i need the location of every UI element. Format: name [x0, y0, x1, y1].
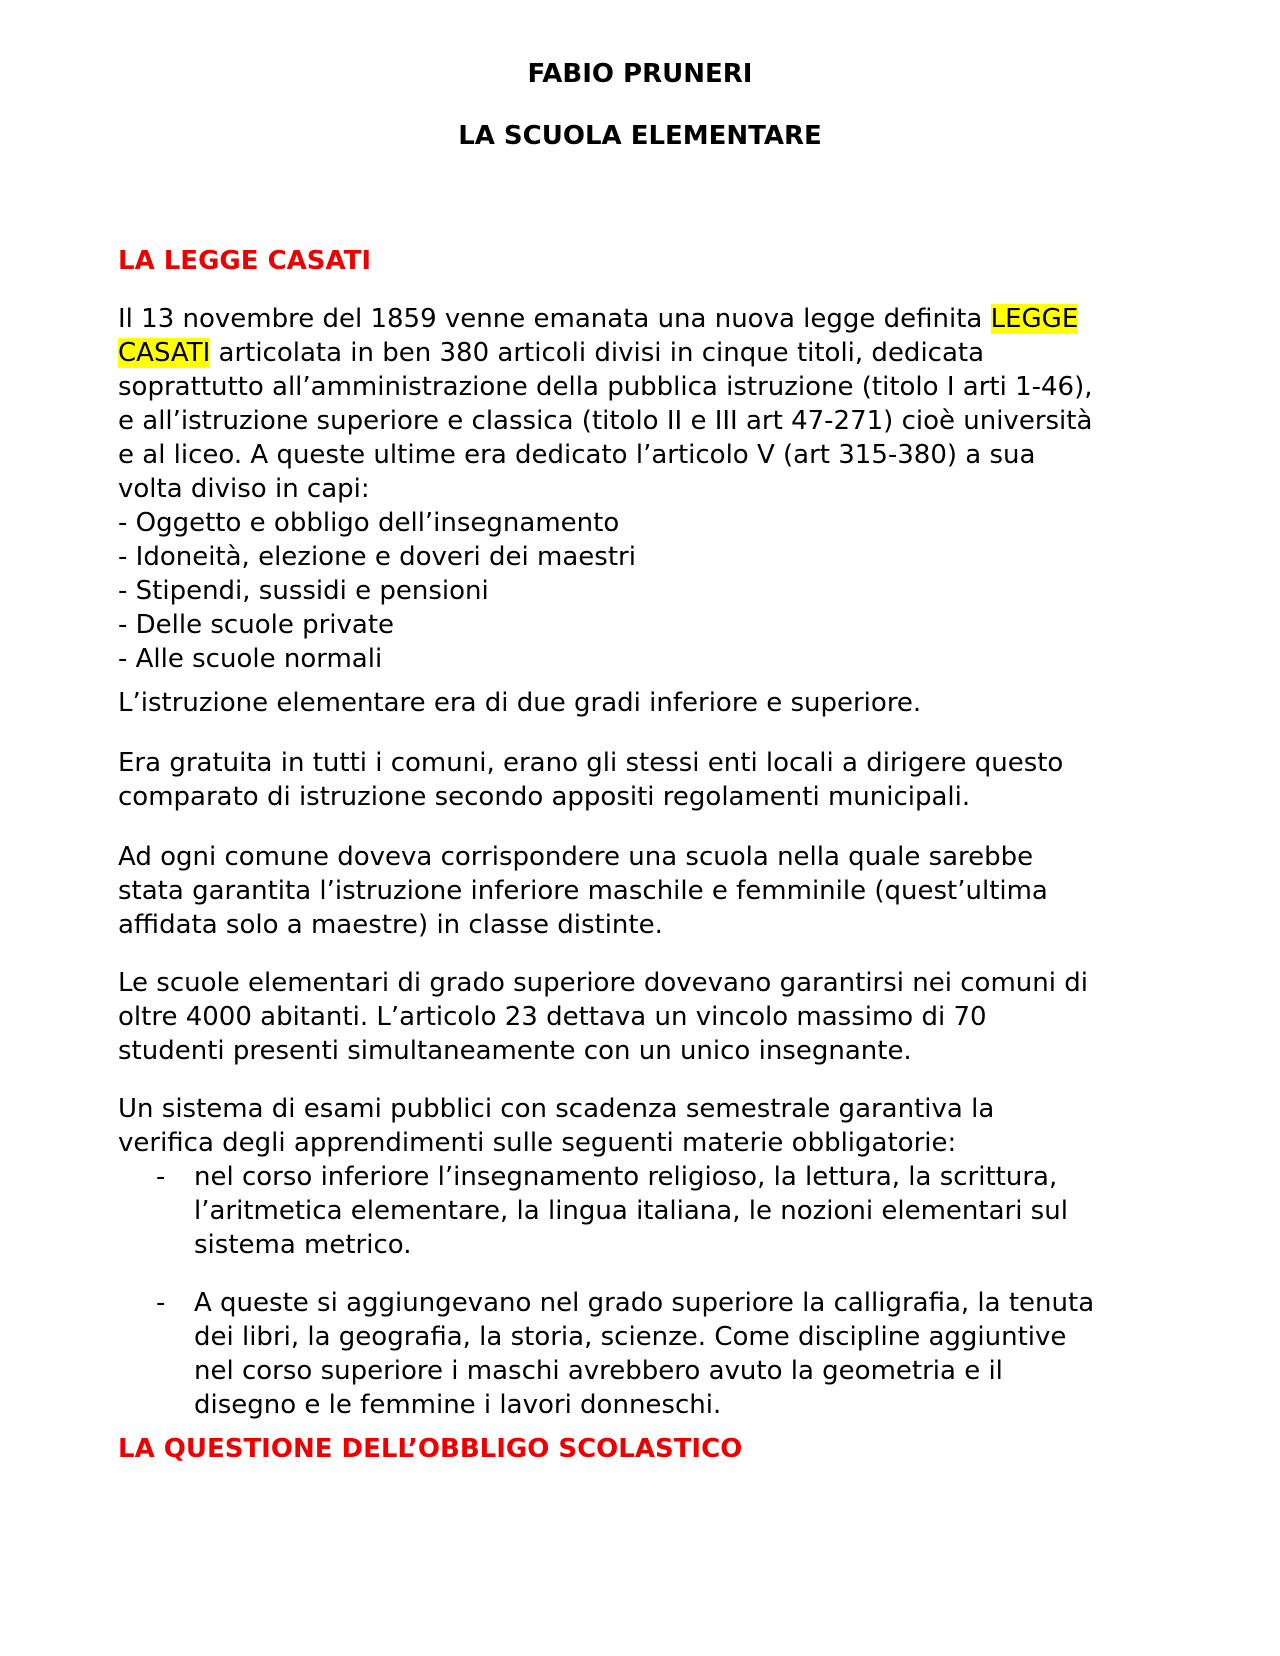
- bullet-item-grado-superiore: - A queste si aggiungevano nel grado superiore la calligrafia, la tenuta dei libri, la geografia, la storia, scienze. Come discipline aggiuntive nel corso superiore i maschi avrebbero avuto la geometria e il disegno e le femmine i lavori donneschi.: [156, 1288, 1095, 1420]
- intro-line-1: Il 13 novembre del 1859 venne emanata una nuova legge definita LEGGE: [118, 304, 1079, 334]
- bullet-dash: -: [156, 1288, 166, 1318]
- capo-item: - Alle scuole normali: [118, 644, 383, 674]
- highlighted-term: CASATI: [118, 338, 211, 368]
- intro-line-4: e all’istruzione superiore e classica (titolo II e III art 47-271) cioè università: [118, 406, 1093, 436]
- paragraph-esami: Un sistema di esami pubblici con scadenza semestrale garantiva la verifica degli apprendimenti sulle seguenti materie obbligatorie: - nel corso inferiore l’insegnamento religioso, la lettura, la scrittura, l’aritmetica elementare, la lingua italiana, le nozioni elementari sul sistema metrico.: [118, 1092, 1218, 1262]
- paragraph-gratuita: Era gratuita in tutti i comuni, erano gli stessi enti locali a dirigere questo comparato di istruzione secondo appositi regolamenti municipali.: [118, 748, 1064, 812]
- section-heading-obbligo-scolastico: LA QUESTIONE DELL’OBBLIGO SCOLASTICO: [118, 1434, 743, 1464]
- bullet-dash: -: [156, 1162, 166, 1192]
- capo-item: - Delle scuole private: [118, 610, 395, 640]
- author-name: FABIO PRUNERI: [527, 59, 753, 89]
- intro-line-2: CASATI articolata in ben 380 articoli divisi in cinque titoli, dedicata: [118, 338, 985, 368]
- document-title: LA SCUOLA ELEMENTARE: [458, 121, 822, 151]
- capo-item: - Oggetto e obbligo dell’insegnamento: [118, 508, 620, 538]
- intro-line-3: soprattutto all’amministrazione della pubblica istruzione (titolo I arti 1-46),: [118, 372, 1093, 402]
- highlighted-term: LEGGE: [990, 304, 1079, 334]
- intro-line-5: e al liceo. A queste ultime era dedicato l’articolo V (art 315-380) a sua: [118, 440, 1036, 470]
- bullet-item-corso-inferiore: - nel corso inferiore l’insegnamento religioso, la lettura, la scrittura, l’aritmetica elementare, la lingua italiana, le nozioni elementari sul sistema metrico.: [156, 1162, 1068, 1260]
- capo-item: - Idoneità, elezione e doveri dei maestri: [118, 542, 636, 572]
- paragraph-grado-superiore: Le scuole elementari di grado superiore dovevano garantirsi nei comuni di oltre 4000 abitanti. L’articolo 23 dettava un vincolo massimo di 70 studenti presenti simultaneamente con un unico insegnante.: [118, 968, 1088, 1066]
- capo-item: - Stipendi, sussidi e pensioni: [118, 576, 489, 606]
- paragraph-gradi: L’istruzione elementare era di due gradi inferiore e superiore.: [118, 688, 922, 718]
- intro-paragraph: [118, 302, 1218, 676]
- bullet-list-continued: [118, 1286, 1218, 1422]
- paragraph-comune: Ad ogni comune doveva corrispondere una scuola nella quale sarebbe stata garantita l’istruzione inferiore maschile e femminile (quest’ultima affidata solo a maestre) in classe distinte.: [118, 842, 1048, 940]
- intro-line-6: volta diviso in capi:: [118, 474, 370, 504]
- section-heading-legge-casati: LA LEGGE CASATI: [118, 246, 372, 276]
